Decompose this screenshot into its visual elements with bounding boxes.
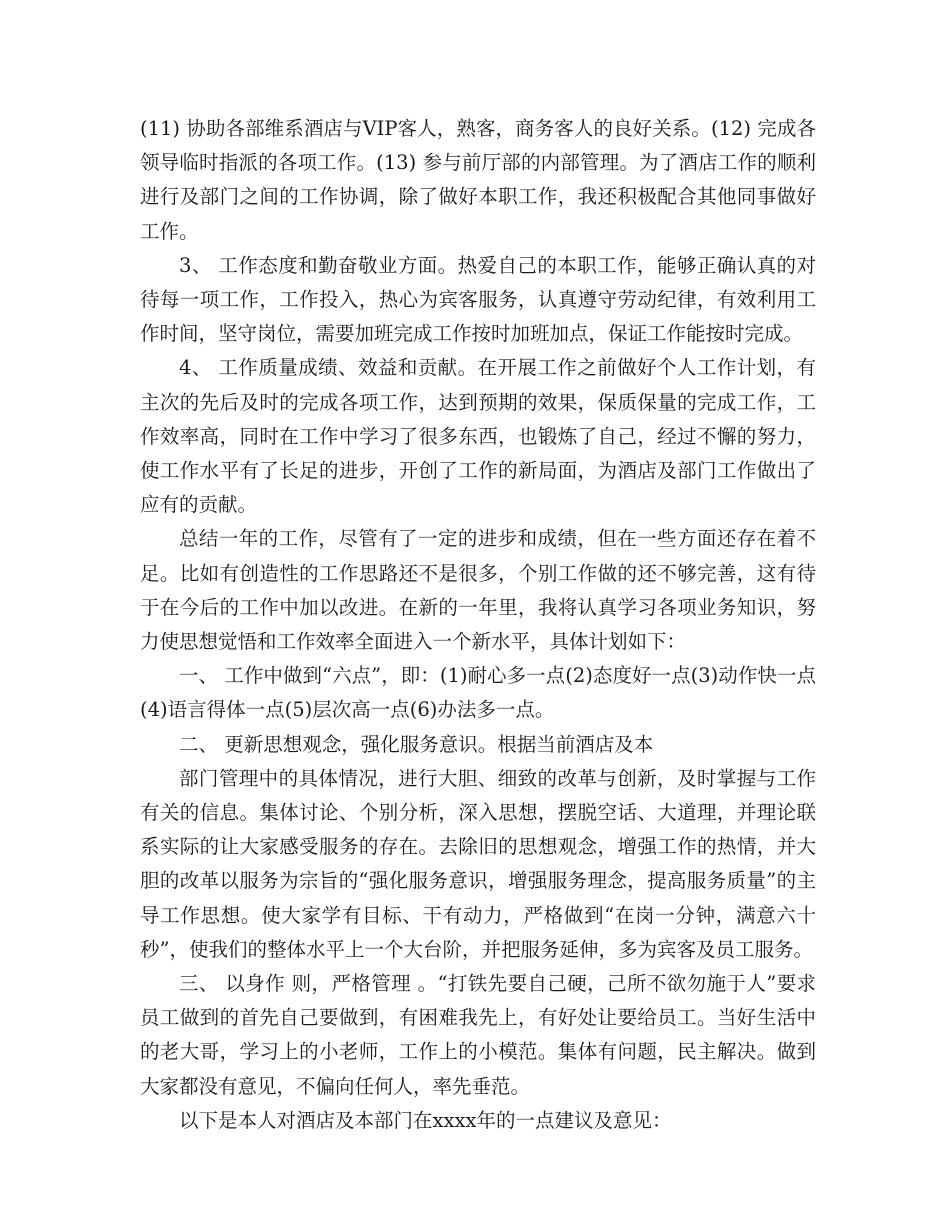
paragraph-year-summary: 总结一年的工作，尽管有了一定的进步和成绩，但在一些方面还存在着不足。比如有创造性的工作思路还不是很多，个别工作做的还不够完善，这有待于在今后的工作中加以改进。在新的一年里，我将认真学习各项业务知识，努力使思想觉悟和工作效率全面进入一个新水平，具体计划如下：	[140, 527, 816, 654]
paragraph-suggestions-intro: 以下是本人对酒店及本部门在xxxx年的一点建议及意见：	[179, 1108, 672, 1132]
paragraph-work-attitude: 3、 工作态度和勤奋敬业方面。热爱自己的本职工作，能够正确认真的对待每一项工作，工作投入，热心为宾客服务，认真遵守劳动纪律，有效利用工作时间，坚守岗位，需要加班完成工作按时加班加点，保证工作能按时完成。	[140, 253, 816, 346]
paragraph-work-quality: 4、 工作质量成绩、效益和贡献。在开展工作之前做好个人工作计划，有主次的先后及时的完成各项工作，达到预期的效果，保质保量的完成工作，工作效率高，同时在工作中学习了很多东西，也锻炼了自己，经过不懈的努力，使工作水平有了长足的进步，开创了工作的新局面，为酒店及部门工作做出了应有的贡献。	[140, 356, 816, 517]
paragraph-plan-service-awareness-heading: 二、 更新思想观念，强化服务意识。根据当前酒店及本	[179, 732, 654, 756]
document-body	[140, 112, 816, 1138]
paragraph-plan-lead-by-example: 三、 以身作 则，严格管理 。“打铁先要自己硬，己所不欲勿施于人”要求员工做到的首先自己要做到，有困难我先上，有好处让要给员工。当好生活中的老大哥，学习上的小老师，工作上的小模范。集体有问题，民主解决。做到大家都没有意见，不偏向任何人，率先垂范。	[140, 972, 816, 1098]
paragraph-plan-six-points: 一、 工作中做到“六点”，即：(1)耐心多一点(2)态度好一点(3)动作快一点(4)语言得体一点(5)层次高一点(6)办法多一点。	[140, 664, 816, 722]
paragraph-plan-service-awareness-body: 部门管理中的具体情况，进行大胆、细致的改革与创新，及时掌握与工作有关的信息。集体讨论、个别分析，深入思想，摆脱空话、大道理，并理论联系实际的让大家感受服务的存在。去除旧的思想观念，增强工作的热情，并大胆的改革以服务为宗旨的“强化服务意识，增强服务理念，提高服务质量”的主导工作思想。使大家学有目标、干有动力，严格做到“在岗一分钟，满意六十秒”，使我们的整体水平上一个大台阶，并把服务延伸，多为宾客及员工服务。	[140, 766, 816, 961]
paragraph-duties-11-13: (11) 协助各部维系酒店与VIP客人，熟客，商务客人的良好关系。(12) 完成各领导临时指派的各项工作。(13) 参与前厅部的内部管理。为了酒店工作的顺利进行及部门之间的工作协调，除了做好本职工作，我还积极配合其他同事做好工作。	[140, 117, 816, 243]
